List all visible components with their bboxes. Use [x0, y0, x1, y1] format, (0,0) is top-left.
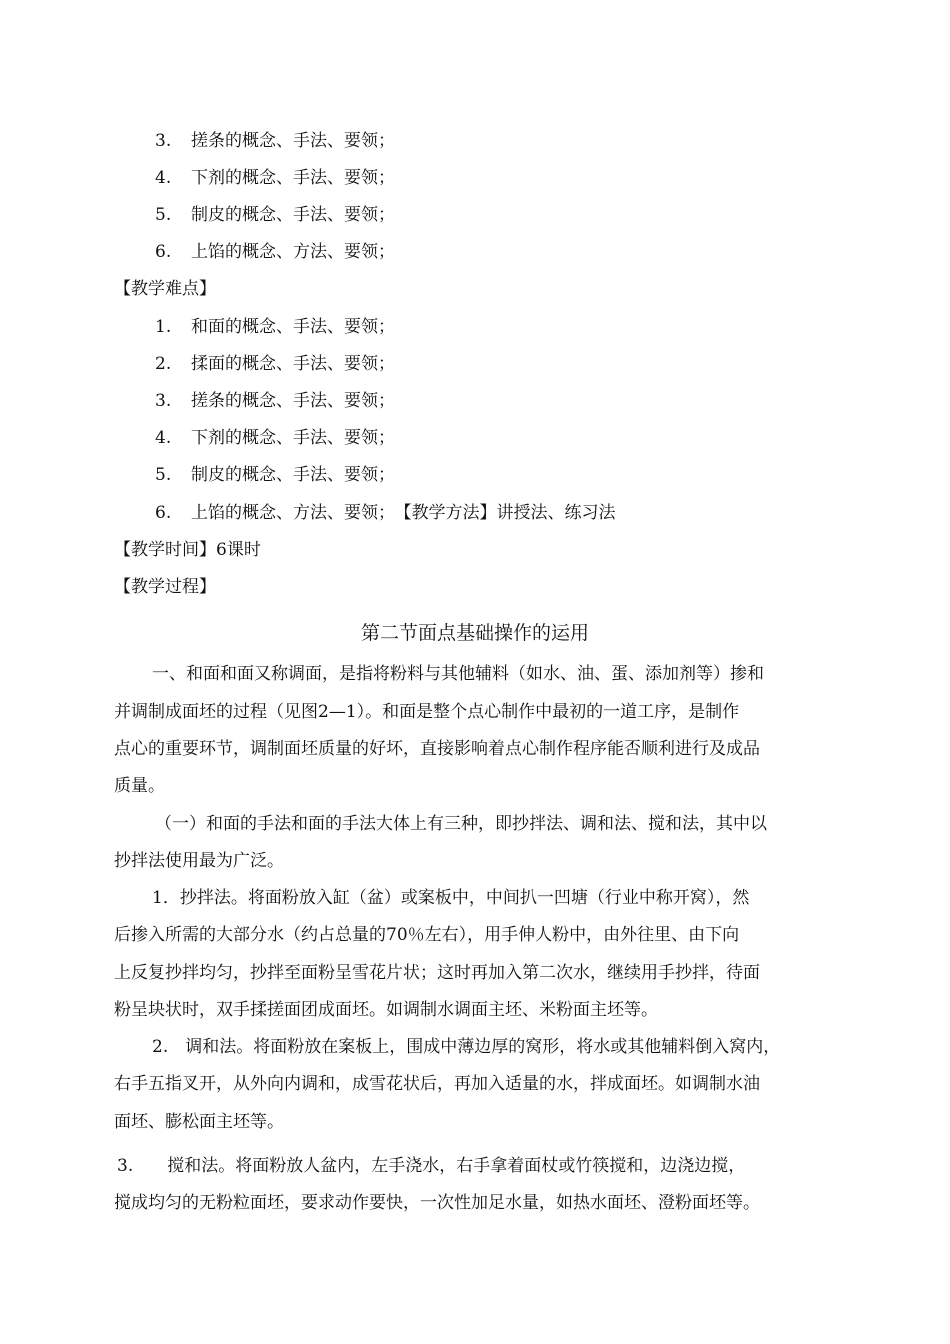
paragraph-line: 并调制成面坯的过程（见图2—1）。和面是整个点心制作中最初的一道工序，是制作	[114, 702, 740, 722]
paragraph-line: 粉呈块状时，双手揉搓面团成面坯。如调制水调面主坯、米粉面主坯等。	[114, 1000, 658, 1020]
list-item-text: 搓条的概念、手法、要领；	[191, 131, 395, 151]
list-item-number: 6.	[155, 242, 172, 262]
list-item-text: 上馅的概念、方法、要领；	[191, 242, 395, 262]
paragraph-line: 面坯、膨松面主坯等。	[114, 1112, 284, 1132]
list-item-text: 上馅的概念、方法、要领；	[191, 503, 395, 523]
list-item-number: 2.	[155, 354, 172, 374]
list-item	[155, 352, 395, 376]
list-item-number: 4.	[155, 168, 172, 188]
paragraph-line: （一）和面的手法和面的手法大体上有三种，即抄拌法、调和法、搅和法，其中以	[155, 814, 767, 834]
paragraph-line: 右手五指叉开，从外向内调和，成雪花状后，再加入适量的水，拌成面坯。如调制水油	[114, 1074, 760, 1094]
list-item-number: 1.	[155, 317, 172, 337]
list-item	[155, 426, 395, 450]
list-item	[155, 315, 395, 339]
paragraph-line: 1．抄拌法。将面粉放入缸（盆）或案板中，中间扒一凹塘（行业中称开窝），然	[152, 888, 750, 908]
list-item-number: 3.	[155, 391, 172, 411]
paragraph-line: 上反复抄拌均匀，抄拌至面粉呈雪花片状；这时再加入第二次水，继续用手抄拌，待面	[114, 963, 760, 983]
list-item-text: 下剂的概念、手法、要领；	[191, 428, 395, 448]
section-title: 第二节面点基础操作的运用	[360, 622, 589, 644]
teaching-method: 【教学方法】讲授法、练习法	[403, 503, 616, 523]
list-item-number: 5.	[155, 205, 172, 225]
heading-difficulty: 【教学难点】	[114, 279, 216, 299]
list-item	[155, 463, 395, 487]
list-item	[155, 389, 395, 413]
list-item-text: 搓条的概念、手法、要领；	[191, 391, 395, 411]
list-item-number: 3.	[155, 131, 172, 151]
list-item	[155, 501, 616, 525]
list-item-number: 6.	[155, 503, 172, 523]
list-item	[155, 166, 395, 190]
paragraph-line: 后掺入所需的大部分水（约占总量的70％左右），用手伸人粉中，由外往里、由下向	[114, 925, 740, 945]
list-item-text: 制皮的概念、手法、要领；	[191, 205, 395, 225]
list-item	[155, 240, 395, 264]
list-item	[155, 129, 395, 153]
list-item-text: 和面的概念、手法、要领；	[191, 317, 395, 337]
paragraph-line: 2. 调和法。将面粉放在案板上，围成中薄边厚的窝形，将水或其他辅料倒入窝内，	[152, 1037, 781, 1057]
paragraph-line: 一、和面和面又称调面，是指将粉料与其他辅料（如水、油、蛋、添加剂等）掺和	[152, 664, 764, 684]
paragraph-line: 抄拌法使用最为广泛。	[114, 851, 284, 871]
list-item	[155, 203, 395, 227]
paragraph-line: 搅成均匀的无粉粒面坯，要求动作要快，一次性加足水量，如热水面坯、澄粉面坯等。	[114, 1193, 760, 1213]
list-item-text: 下剂的概念、手法、要领；	[191, 168, 395, 188]
list-item-text: 揉面的概念、手法、要领；	[191, 354, 395, 374]
teaching-time: 【教学时间】6课时	[114, 540, 261, 560]
paragraph-line: 点心的重要环节，调制面坯质量的好坏，直接影响着点心制作程序能否顺利进行及成品	[114, 739, 760, 759]
list-item-number: 5.	[155, 465, 172, 485]
teaching-process: 【教学过程】	[114, 577, 216, 597]
list-item-number: 4.	[155, 428, 172, 448]
list-item-text: 制皮的概念、手法、要领；	[191, 465, 395, 485]
paragraph-line: 质量。	[114, 776, 165, 796]
paragraph-line: 3. 搅和法。将面粉放人盆内，左手浇水，右手拿着面杖或竹筷搅和，边浇边搅，	[117, 1156, 746, 1176]
